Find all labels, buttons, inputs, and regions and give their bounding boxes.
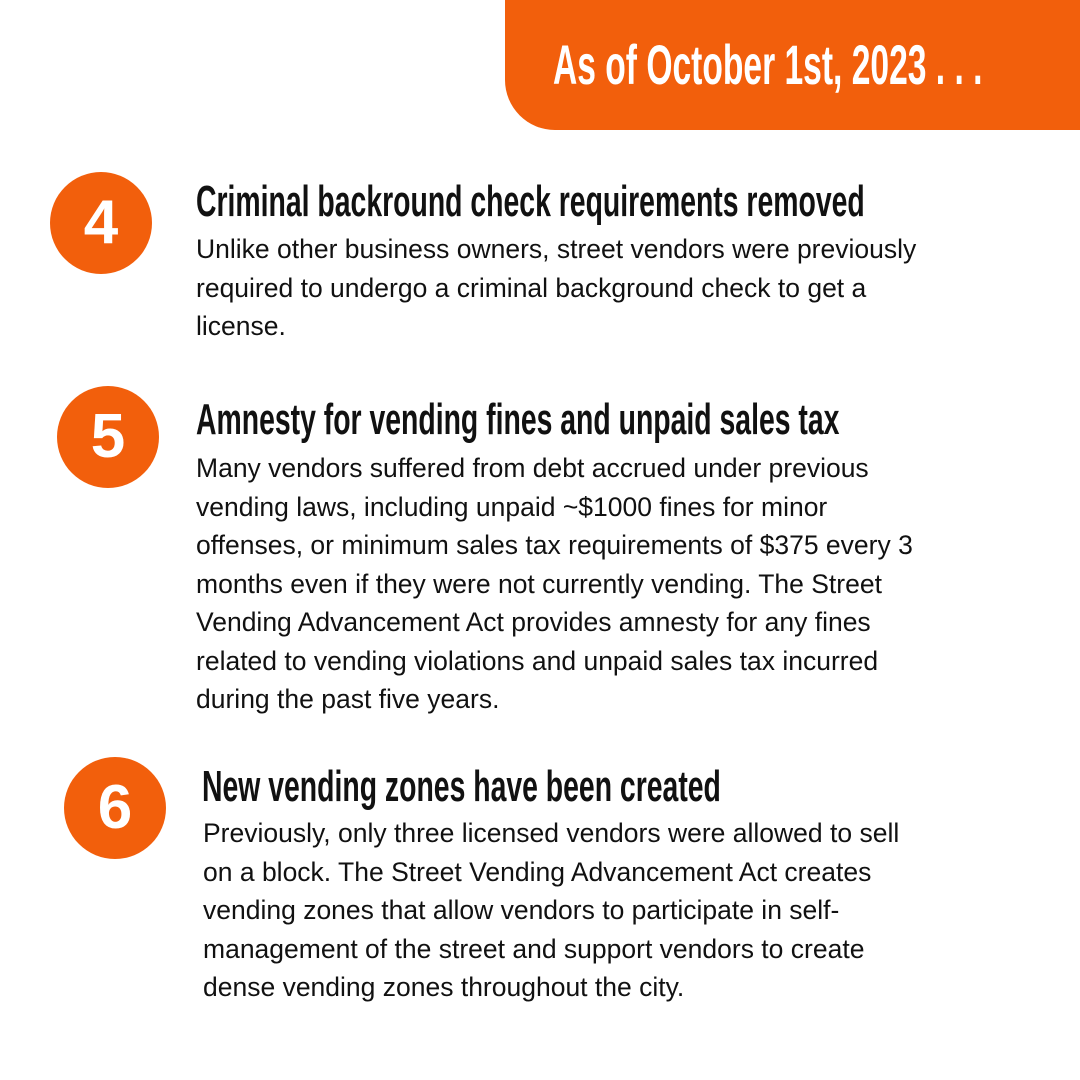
item-body-6 [203,814,899,1007]
item-heading-6: New vending zones have been created [202,762,721,811]
number-badge-6 [64,757,166,859]
body-line: during the past five years. [196,684,500,714]
body-line: Previously, only three licensed vendors were allowed to sell [203,818,900,848]
item-body-5 [196,449,913,719]
body-line: Unlike other business owners, street vendors were previously [196,234,917,264]
body-line: months even if they were not currently vending. The Street [196,568,882,599]
body-line: Vending Advancement Act provides amnesty for any fines [196,607,871,637]
body-line: management of the street and support vendors to create [203,933,865,964]
number-label: 5 [90,402,126,471]
banner-title: As of October 1st, 2023 . . . [553,33,983,96]
body-line: related to vending violations and unpaid sales tax incurred [196,645,879,676]
number-badge-4 [50,172,152,274]
item-heading-4: Criminal backround check requirements removed [196,177,865,226]
number-label: 4 [83,188,119,257]
number-badge-5 [57,386,159,488]
item-heading-5: Amnesty for vending fines and unpaid sales tax [196,395,840,444]
body-line: Many vendors suffered from debt accrued under previous [196,453,869,483]
body-line: vending laws, including unpaid ~$1000 fines for minor [196,491,828,522]
body-line: on a block. The Street Vending Advancement Act creates [203,856,872,887]
body-line: required to undergo a criminal background check to get a [196,272,867,303]
body-line: offenses, or minimum sales tax requirements of $375 every 3 [196,530,913,560]
item-body-4 [196,230,916,346]
body-line: license. [196,311,286,341]
body-line: vending zones that allow vendors to participate in self- [203,895,840,925]
number-label: 6 [97,773,133,842]
body-line: dense vending zones throughout the city. [203,972,685,1002]
